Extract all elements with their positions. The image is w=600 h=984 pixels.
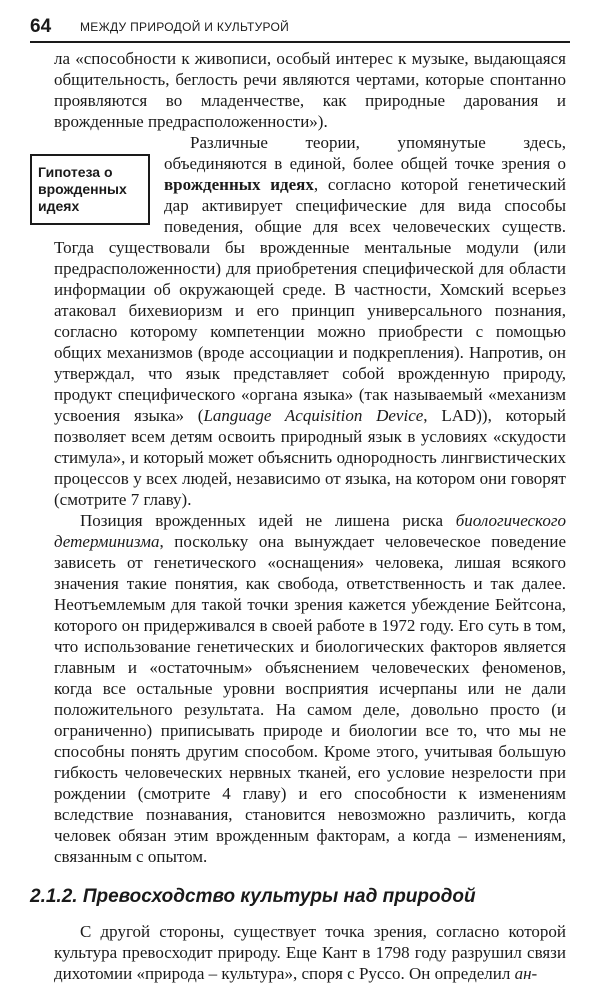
page-header bbox=[30, 14, 570, 40]
paragraph-4-text: С другой стороны, существует точка зрения, согласно которой культура превосходит природу. Еще Кант в 1798 году разрушил связи дихотомии «природа – культура», споря с Руссо. Он определил bbox=[54, 922, 566, 983]
paragraph-1: ла «способности к живописи, особый интерес к музыке, выдающаяся общительность, беглость речи являются чертами, которые спонтанно проявляются во младенчестве, как природные дарования и врожденные предрасположенности»). bbox=[54, 49, 566, 131]
term-innate-ideas: врожденных идеях bbox=[164, 175, 314, 194]
paragraph-4 bbox=[54, 921, 566, 984]
term-lad: Language Acquisition Device bbox=[203, 406, 424, 425]
paragraph-2-text: Различные теории, упомянутые здесь, объединяются в единой, более общей точке зрения о bbox=[164, 133, 566, 173]
paragraph-2-text-cont: , согласно которой генетический дар активирует специфические для вида способы поведения, общие для всех человеческих существ. Тогда существовали бы врожденные ментальные модули (или предрасположенности) для приобретения специфической для области информации об окружающей среде. В частности, Хомский всерьез атаковал бихевиоризм и его принцип универсального познания, согласно которому компетенции можно приобрести с помощью общих механизмов (вроде ассоциации и подкрепления). Напротив, он утверждал, что язык представляет собой врожденную природу, продукт специфического «органа языка» (так называемый «механизм усвоения языка» ( bbox=[54, 175, 566, 425]
paragraph-3 bbox=[54, 510, 566, 867]
paragraph-3-text-end: , поскольку она вынуждает человеческое поведение зависеть от генетического «оснащения» человека, лишая всякого значения такие понятия, как свобода, ответственность и так далее. Неотъемлемым для такой точки зрения кажется убеждение Бейтсона, которого он придерживался в своей работе в 1972 году. Его суть в том, что использование генетических и биологических факторов является главным и «остаточным» объяснением человеческих феноменов, когда все остальные уровни восприятия исчерпаны или не дали положительного результата. На самом деле, довольно просто (и ограниченно) приписывать природе и биологии все то, что мы не способны понять другим способом. Кроме этого, учитывая большую гибкость человеческих нервных тканей, его условие незрелости при рождении (смотрите 4 главу) и его способности к изменениям вследствие познавания, становится невозможно различить, когда человек обязан этим врожденным факторам, а когда – изменениям, связанным с опытом. bbox=[54, 532, 566, 866]
paragraph-3-text: Позиция врожденных идей не лишена риска bbox=[80, 511, 456, 530]
page-number: 64 bbox=[30, 16, 52, 37]
running-title: МЕЖДУ ПРИРОДОЙ И КУЛЬТУРОЙ bbox=[80, 20, 290, 34]
section-heading: 2.1.2. Превосходство культуры над природой bbox=[30, 886, 476, 907]
body-text bbox=[30, 48, 566, 984]
sidebar-note: Гипотеза о врожденных идеях bbox=[30, 154, 150, 225]
header-rule bbox=[30, 41, 570, 43]
paragraph-2-text-end: , LAD)), который позволяет всем детям освоить природный язык в условиях «скудости стимула», и который может объяснить однородность лингвистических процессов у всех людей, независимо от языка, на котором они говорят (смотрите 7 главу). bbox=[54, 406, 566, 509]
paragraph-4-text-end: ан- bbox=[514, 964, 538, 983]
term-biological-determinism: биологического детерминизма bbox=[54, 511, 566, 551]
